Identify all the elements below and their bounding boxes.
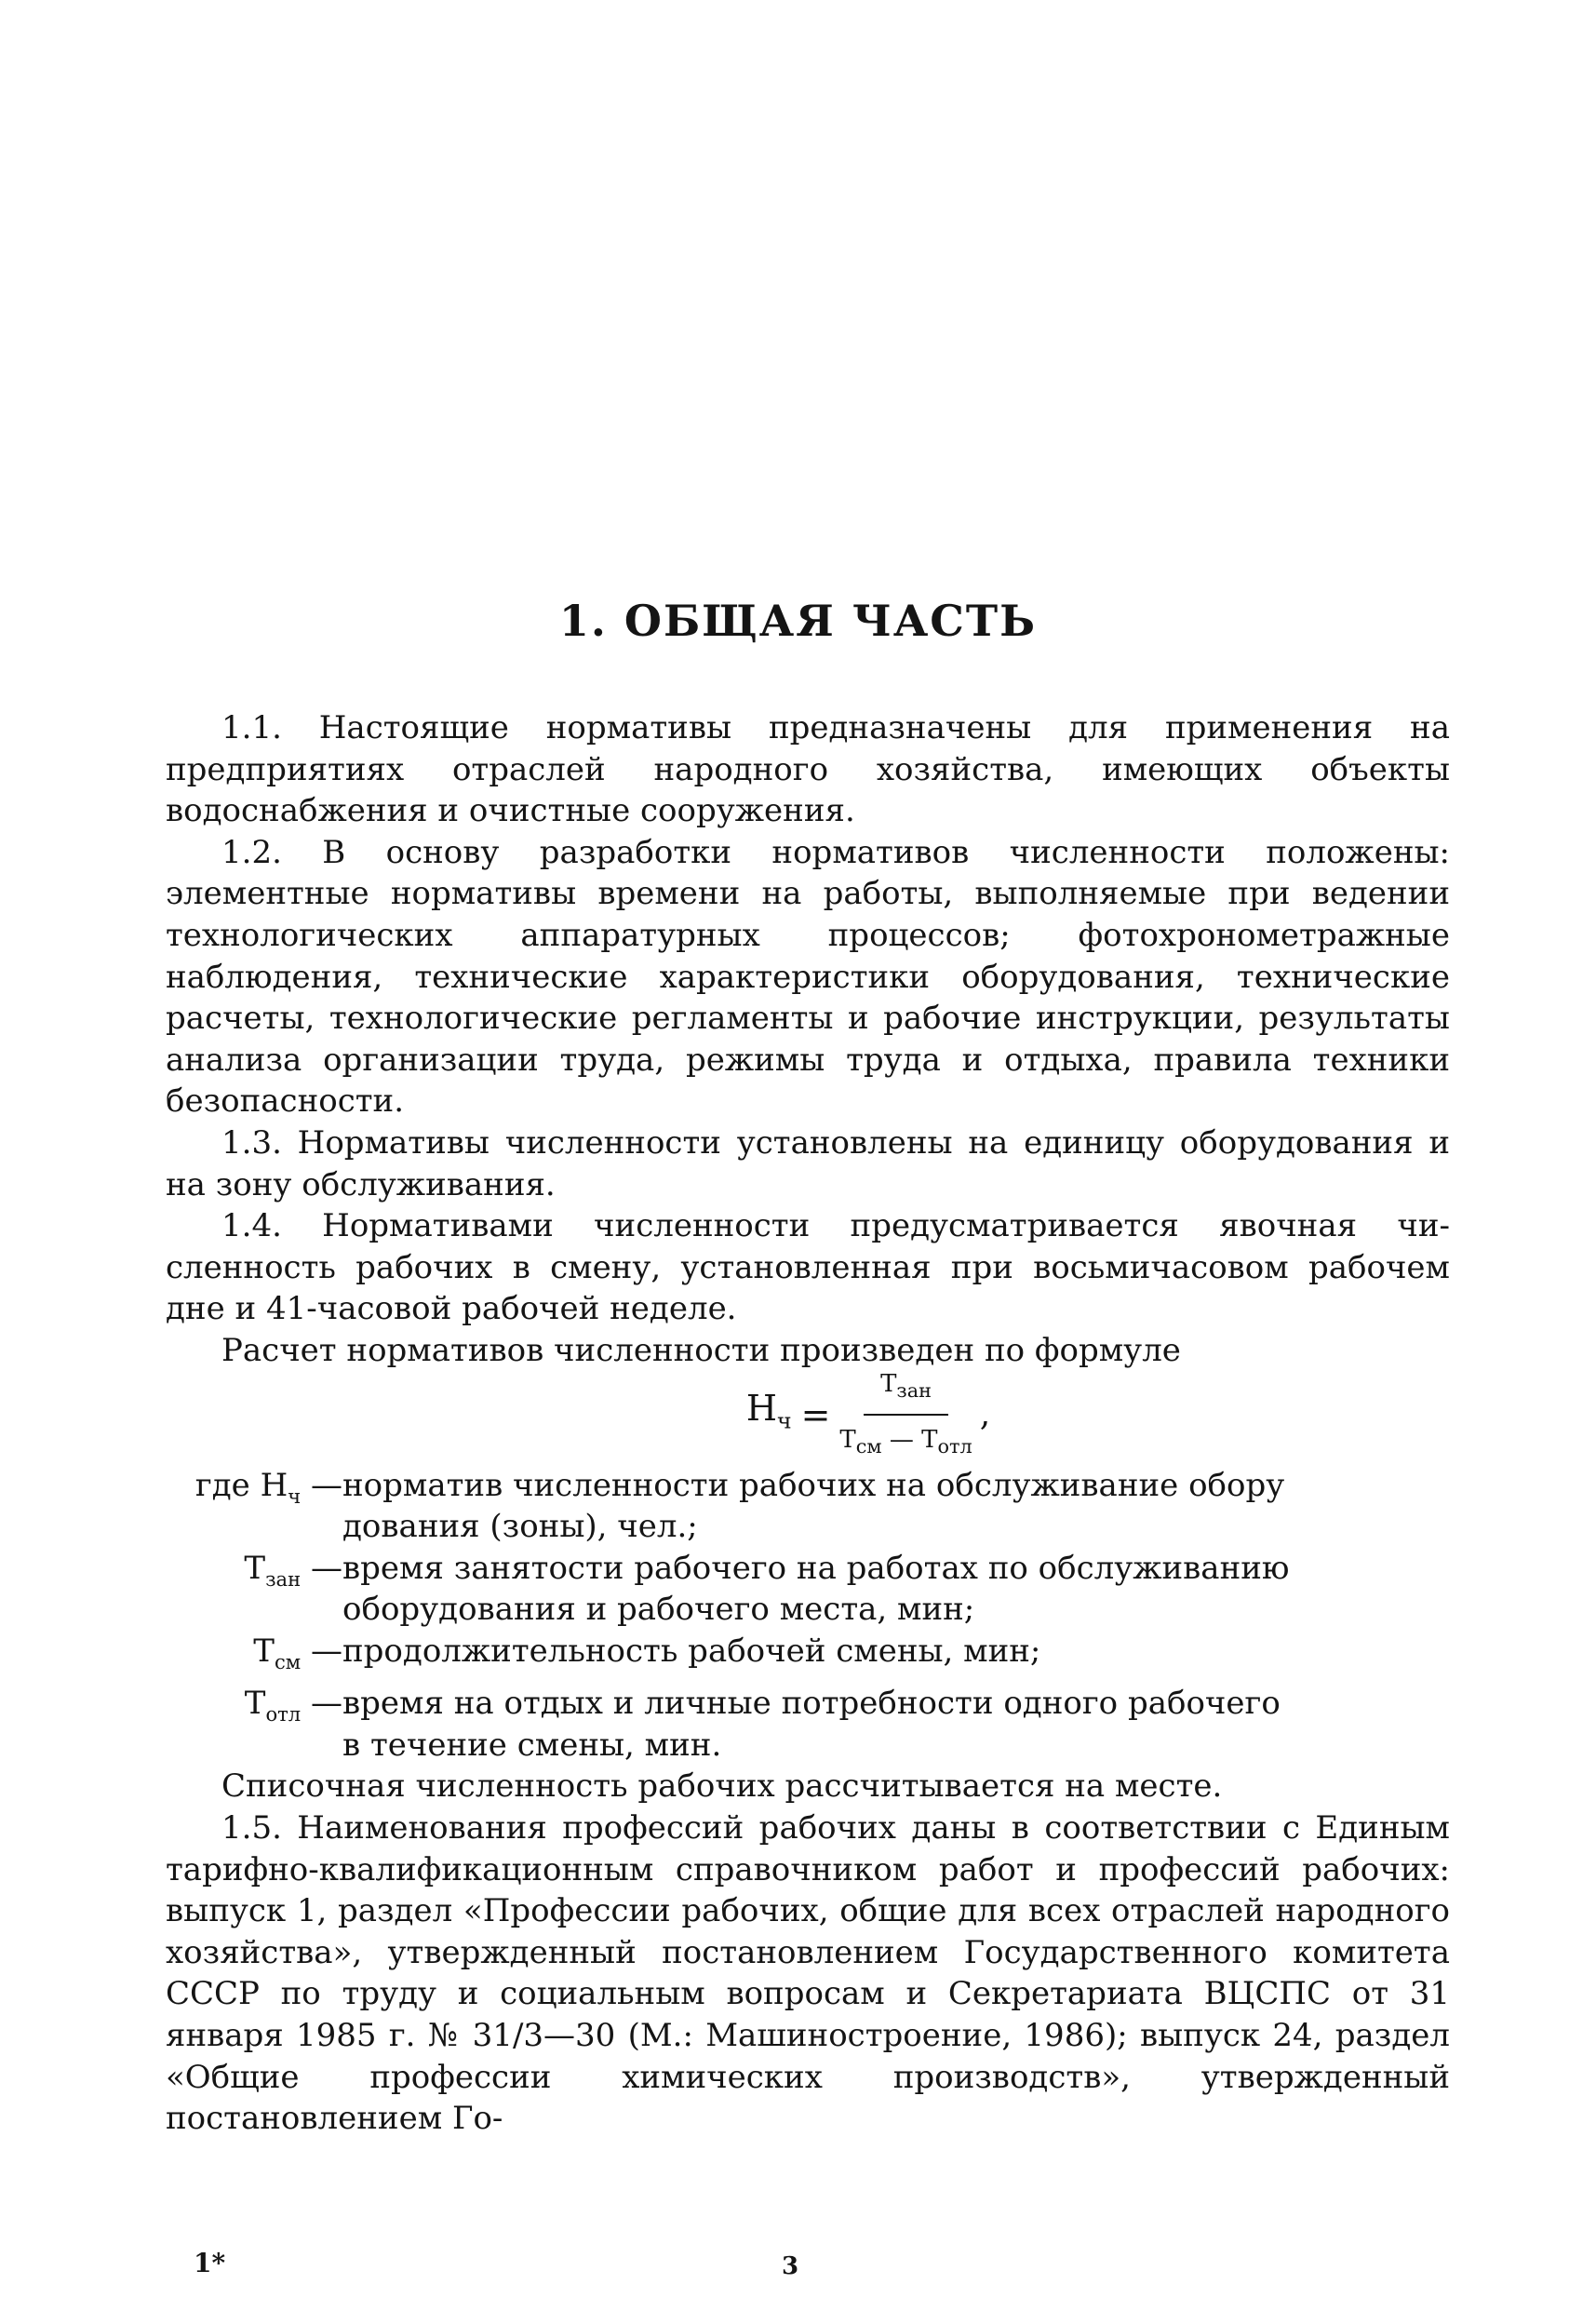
list-headcount-note: Списочная численность рабочих рассчитывается на месте.: [221, 1767, 1223, 1806]
definition-symbol: $Т_{зан}$ —: [244, 1549, 342, 1591]
page-number: 3: [782, 2252, 799, 2280]
definition-text: время на отдых и личные потребности одного рабочего в течение смены, мин.: [342, 1685, 1281, 1764]
definition-item: [166, 1631, 1450, 1683]
document-body: [166, 707, 1450, 2140]
definition-text: продолжительность рабочей смены, мин;: [342, 1632, 1041, 1670]
formula-lhs: $Н_ч$: [745, 1388, 792, 1434]
definition-text: норматив численности рабочих на обслуживание обору дования (зоны), чел.;: [342, 1466, 1285, 1546]
paragraph-1-3: 1.3. Нормативы численности установлены на единицу оборудования и на зону обслуживания.: [166, 1123, 1450, 1203]
formula-definitions: [166, 1465, 1450, 1767]
definition-item: [166, 1683, 1450, 1766]
section-heading: 1. ОБЩАЯ ЧАСТЬ: [558, 596, 1038, 646]
definition-item: [166, 1465, 1450, 1548]
formula-equals: =: [800, 1394, 831, 1436]
calculation-intro: Расчет нормативов численности произведен по формуле: [221, 1331, 1181, 1369]
signature-mark: 1*: [194, 2248, 226, 2278]
definition-symbol: где $Н_ч$ —: [194, 1466, 342, 1508]
formula-numerator: $Т_{зан}$: [864, 1364, 948, 1416]
formula-denominator: $Т_{см}$ — $Т_{отл}$: [839, 1425, 972, 1458]
norm-formula: [287, 1369, 1450, 1458]
formula-comma: ,: [979, 1395, 991, 1434]
paragraph-1-2: 1.2. В основу разработки нормативов численности положены: элементные нормативы времени на работы, выполняемые при ведении технологических аппаратурных процессов; фотохронометражные наблюдения, технические характеристики оборудования, технические расчеты, технологические регламенты и рабочие инструкции, результаты анализа организации труда, режимы труда и отдыха, правила техники безопасности.: [166, 833, 1450, 1121]
definition-symbol: $Т_{отл}$ —: [244, 1685, 342, 1727]
formula-fraction: [839, 1364, 972, 1468]
paragraph-1-1: 1.1. Настоящие нормативы предназначены для применения на предприятиях отраслей народного хозяйства, имеющих объекты водоснабжения и очистные сооружения.: [166, 709, 1450, 830]
paragraph-1-4: 1.4. Нормативами численности предусматривается явочная численность рабочих в смену, установленная при восьмичасовом рабочем дне и 41-часовой рабочей неделе.: [166, 1207, 1450, 1328]
definition-symbol: $Т_{см}$ —: [253, 1632, 342, 1673]
definition-item: [166, 1548, 1450, 1631]
definition-text: время занятости рабочего на работах по обслуживанию оборудования и рабочего места, мин;: [342, 1549, 1290, 1629]
paragraph-1-5: 1.5. Наименования профессий рабочих даны в соответствии с Единым тарифно-квалификационным справочником работ и профессий рабочих: выпуск 1, раздел «Профессии рабочих, общие для всех отраслей народного хозяйства», утвержденный постановлением Государственного комитета СССР по труду и социальным вопросам и Секретариата ВЦСПС от 31 января 1985 г. № 31/3—30 (М.: Машиностроение, 1986); выпуск 24, раздел «Общие профессии химических производств», утвержденный постановлением Го-: [166, 1809, 1450, 2138]
